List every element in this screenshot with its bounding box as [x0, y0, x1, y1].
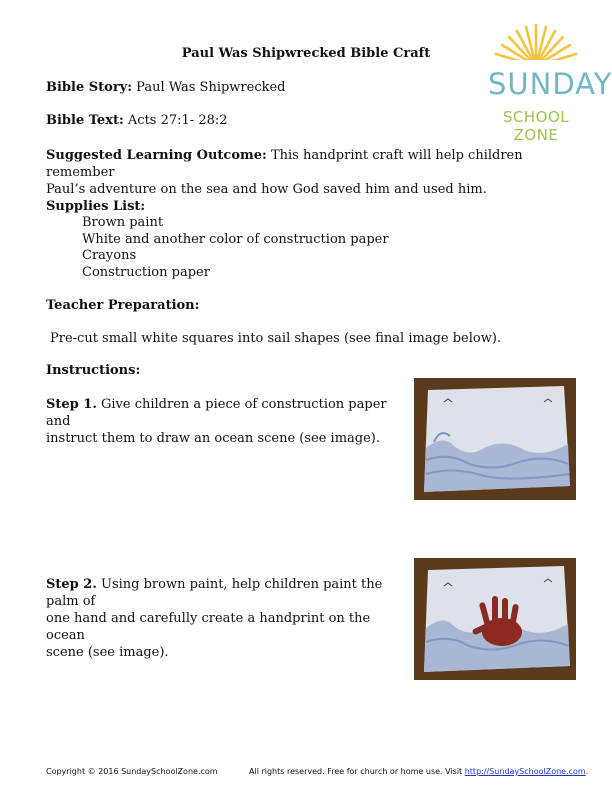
outcome-line1: This handprint craft will help children remember — [46, 148, 523, 180]
logo-word-sunday: SUNDAY — [488, 67, 612, 101]
step-2-line1: Using brown paint, help children paint the palm of — [46, 577, 383, 609]
supplies-list — [82, 215, 389, 281]
supplies-label: Supplies List: — [46, 199, 146, 214]
list-item: Construction paper — [82, 264, 210, 280]
logo-word-school-zone: SCHOOL ZONE — [502, 108, 570, 144]
list-item: Brown paint — [82, 215, 164, 230]
step-1-line2: instruct them to draw an ocean scene (see image). — [46, 431, 381, 446]
logo — [488, 22, 612, 144]
footer-website-link[interactable]: http://SundaySchoolZone.com — [464, 767, 586, 776]
learning-outcome — [46, 147, 576, 198]
bible-text-label: Bible Text: — [46, 113, 124, 128]
teacher-prep-text: Pre-cut small white squares into sail shapes (see final image below). — [50, 331, 502, 346]
sun-rays-icon — [488, 22, 584, 68]
step-1-label: Step 1. — [46, 397, 97, 412]
bible-story-label: Bible Story: — [46, 80, 133, 95]
bible-text-value: Acts 27:1- 28:2 — [127, 113, 228, 128]
footer-end: . — [585, 767, 589, 776]
footer-rights — [249, 767, 588, 776]
step-2-label: Step 2. — [46, 577, 97, 592]
outcome-label: Suggested Learning Outcome: — [46, 148, 267, 163]
teacher-prep-label: Teacher Preparation: — [46, 298, 200, 313]
step-2-line3: scene (see image). — [46, 645, 169, 660]
step-2 — [46, 576, 406, 661]
step-1 — [46, 396, 406, 447]
step-1-line1: Give children a piece of construction paper and — [46, 397, 387, 429]
outcome-line2: Paul’s adventure on the sea and how God saved him and used him. — [46, 182, 487, 197]
list-item: Crayons — [82, 248, 137, 263]
bible-text-line — [46, 112, 228, 129]
list-item: White and another color of construction paper — [82, 231, 389, 247]
bible-story-value: Paul Was Shipwrecked — [136, 80, 286, 95]
handprint-photo — [414, 558, 576, 680]
ocean-scene-photo — [414, 378, 576, 500]
page-title: Paul Was Shipwrecked Bible Craft — [181, 46, 431, 61]
step-2-line2: one hand and carefully create a handprint on the ocean — [46, 611, 371, 643]
footer-copyright: Copyright © 2016 SundaySchoolZone.com — [46, 767, 218, 776]
bible-story-line — [46, 79, 286, 96]
instructions-label: Instructions: — [46, 363, 141, 378]
footer-rights-text: All rights reserved. Free for church or home use. Visit — [249, 767, 463, 776]
